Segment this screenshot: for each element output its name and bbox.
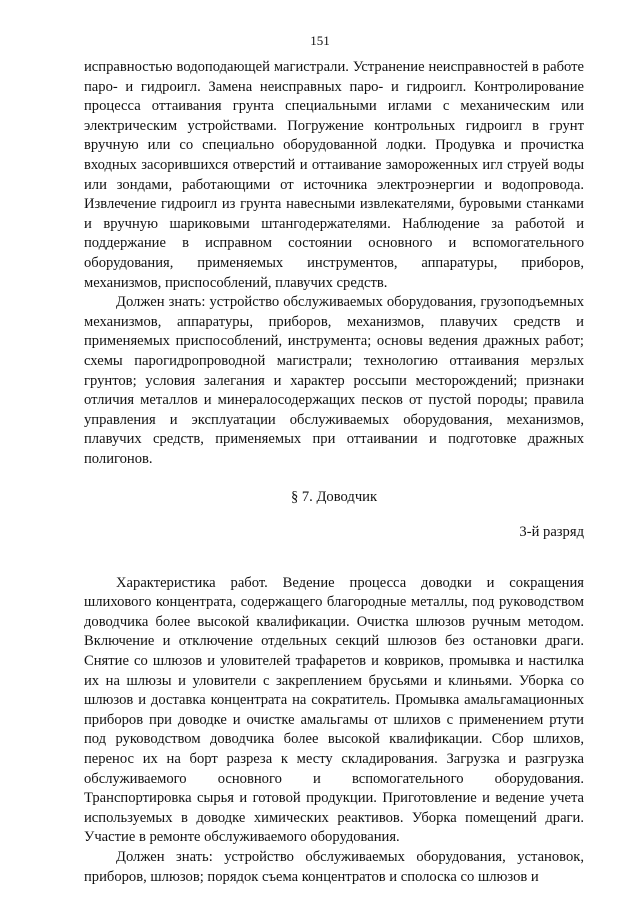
page-number: 151 [310, 33, 330, 48]
grade-label: 3-й разряд [519, 524, 584, 541]
paragraph-must-know-2: Должен знать: устройство обслуживаемых оборудования, установок, приборов, шлюзов; порядок съема концентратов и сполоска со шлюзов и [84, 848, 584, 885]
paragraph-work-characteristics: Характеристика работ. Ведение процесса доводки и сокращения шлихового концентрата, содержащего благородные металлы, под руководством доводчика более высокой квалификации. Очистка шлюзов ручным методом. Включение и отключение отдельных секций шлюзов без остановки драги. Снятие со шлюзов и уловителей трафаретов и ковриков, промывка и настилка их на шлюзы и уловители с закреплением брусьями и клиньями. Уборка со шлюзов и доставка концентрата на сократитель. Промывка амальгамационных приборов при доводке и очистке амальгамы от шлихов с применением ртути под руководством доводчика более высокой квалификации. Сбор шлихов, перенос их на борт разреза к месту складирования. Загрузка и разгрузка обслуживаемого основного и вспомогательного оборудования. Транспортировка сырья и готовой продукции. Приготовление и ведение учета используемых в доводке химических реактивов. Уборка помещений драги. Участие в ремонте обслуживаемого оборудования. [84, 574, 584, 846]
section-heading: § 7. Доводчик [290, 489, 378, 506]
paragraph-continuation: исправностью водоподающей магистрали. Устранение неисправностей в работе паро- и гидроигл. Замена неисправных паро- и гидроигл. Контролирование процесса оттаивания грунта специальными иглами с механическим или электрическим устройствами. Погружение контрольных гидроигл в грунт вручную или со специально оборудованной лодки. Продувка и прочистка входных засорившихся отверстий и оттаивание замороженных игл струей воды или зондами, работающими от источника электроэнергии и водопровода. Извлечение гидроигл из грунта навесными извлекателями, буровыми станками и вручную шариковыми штангодержателями. Наблюдение за работой и поддержание в исправном состоянии основного и вспомогательного оборудования, применяемых инструментов, аппаратуры, приборов, механизмов, приспособлений, плавучих средств. [84, 59, 584, 291]
paragraph-must-know: Должен знать: устройство обслуживаемых оборудования, грузоподъемных механизмов, аппаратуры, приборов, механизмов, плавучих средств и применяемых приспособлений, инструмента; основы ведения дражных работ; схемы парогидропроводной магистрали; технологию оттаивания мерзлых грунтов; условия залегания и характер россыпи месторождений; признаки отличия металлов и минералосодержащих песков от пустой породы; правила управления и эксплуатации обслуживаемых оборудования, механизмов, плавучих средств, применяемых при оттаивании и подготовке дражных полигонов. [84, 294, 584, 467]
document-body [84, 58, 584, 887]
